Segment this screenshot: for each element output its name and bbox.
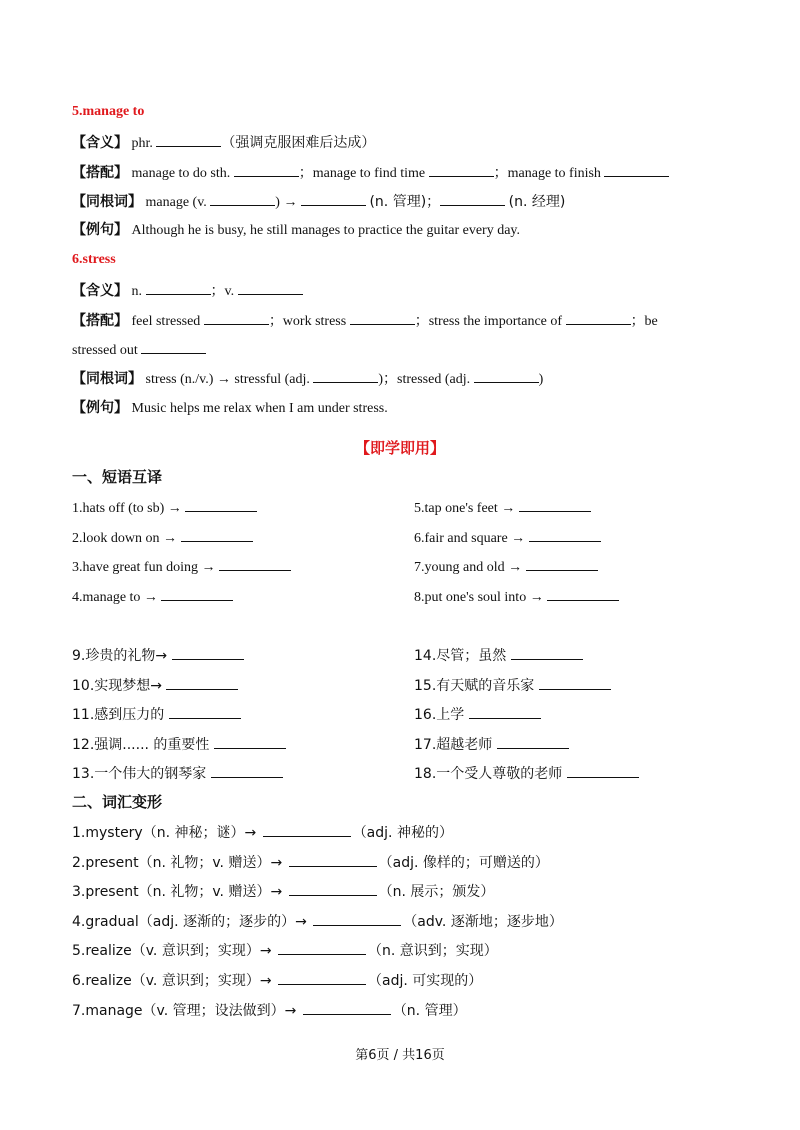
exercise-prompt: 18.一个受人尊敬的老师 xyxy=(414,766,563,782)
collocation-text: ；be xyxy=(630,314,658,329)
page-number: 第6页 / 共16页 xyxy=(355,1048,445,1063)
meaning-pos: ；v. xyxy=(210,284,235,299)
s5-meaning-line xyxy=(72,132,375,154)
exercise-prompt: 6.fair and square → xyxy=(414,531,526,546)
s6-example-line xyxy=(72,398,388,419)
word-form-hint: （n. 管理） xyxy=(392,1002,467,1019)
s6-collocation-line-2 xyxy=(72,339,206,361)
root-text: stress (n./v.) → stressful (adj. xyxy=(145,372,310,387)
exercise-item xyxy=(414,556,598,578)
answer-blank[interactable] xyxy=(210,191,275,206)
word-form-prompt: 7.manage（v. 管理；设法做到）→ xyxy=(72,1002,297,1019)
exercise-item xyxy=(414,704,541,725)
collocation-label: 【搭配】 xyxy=(72,313,128,329)
collocation-text: feel stressed xyxy=(131,314,201,329)
answer-blank[interactable] xyxy=(278,940,366,955)
word-form-hint: （adv. 逐渐地；逐步地） xyxy=(403,913,563,930)
meaning-pos: phr. xyxy=(131,136,153,151)
exercise-prompt: 12.强调...... 的重要性 xyxy=(72,737,210,753)
word-form-item xyxy=(72,911,563,932)
exercise-prompt: 1.hats off (to sb) → xyxy=(72,501,182,516)
answer-blank[interactable] xyxy=(566,310,631,325)
root-text: ) xyxy=(538,372,544,387)
word-form-prompt: 2.present（n. 礼物；v. 赠送）→ xyxy=(72,854,283,871)
answer-blank[interactable] xyxy=(278,970,366,985)
answer-blank[interactable] xyxy=(289,852,377,867)
answer-blank[interactable] xyxy=(141,339,206,354)
exercise-item xyxy=(72,704,241,725)
answer-blank[interactable] xyxy=(185,497,257,512)
example-sentence: Although he is busy, he still manages to practice the guitar every day. xyxy=(131,223,521,238)
word-form-item xyxy=(72,940,498,961)
word-form-hint: （n. 意识到；实现） xyxy=(368,943,498,960)
answer-blank[interactable] xyxy=(429,162,494,177)
s5-collocation-line xyxy=(72,162,669,184)
s5-example-line xyxy=(72,220,520,241)
root-label: 【同根词】 xyxy=(72,194,142,210)
s6-meaning-line xyxy=(72,280,303,302)
answer-blank[interactable] xyxy=(567,763,639,778)
root-text: manage (v. xyxy=(145,195,207,210)
answer-blank[interactable] xyxy=(474,368,539,383)
answer-blank[interactable] xyxy=(172,645,244,660)
exercise-prompt: 3.have great fun doing → xyxy=(72,560,216,575)
practice-title: 【即学即用】 xyxy=(354,439,445,457)
part2-heading: 二、词汇变形 xyxy=(72,793,163,811)
collocation-text: ；work stress xyxy=(268,314,347,329)
word-form-prompt: 3.present（n. 礼物；v. 赠送）→ xyxy=(72,884,283,901)
answer-blank[interactable] xyxy=(234,162,299,177)
s6-collocation-line xyxy=(72,310,658,332)
exercise-prompt: 11.感到压力的 xyxy=(72,707,165,723)
answer-blank[interactable] xyxy=(350,310,415,325)
exercise-prompt: 9.珍贵的礼物→ xyxy=(72,648,168,664)
exercise-item xyxy=(72,556,291,578)
word-form-prompt: 1.mystery（n. 神秘；谜）→ xyxy=(72,825,257,841)
part1-heading: 一、短语互译 xyxy=(72,468,163,486)
word-form-item xyxy=(72,822,453,843)
collocation-text: stressed out xyxy=(72,343,138,358)
exercise-item xyxy=(72,734,286,755)
exercise-prompt: 8.put one's soul into → xyxy=(414,590,544,605)
exercise-item xyxy=(72,527,253,549)
exercise-prompt: 15.有天赋的音乐家 xyxy=(414,678,535,694)
answer-blank[interactable] xyxy=(303,1000,391,1015)
answer-blank[interactable] xyxy=(469,704,541,719)
answer-blank[interactable] xyxy=(156,132,221,147)
word-form-item xyxy=(72,852,549,873)
answer-blank[interactable] xyxy=(161,586,233,601)
word-form-hint: （n. 展示；颁发） xyxy=(378,884,495,901)
exercise-prompt: 16.上学 xyxy=(414,707,465,723)
root-text: (n. 经理) xyxy=(508,194,566,210)
root-label: 【同根词】 xyxy=(72,371,142,387)
meaning-label: 【含义】 xyxy=(72,135,128,151)
exercise-prompt: 5.tap one's feet → xyxy=(414,501,516,516)
answer-blank[interactable] xyxy=(547,586,619,601)
word-form-item xyxy=(72,1000,467,1021)
exercise-item xyxy=(72,645,244,666)
section-5-title: 5.manage to xyxy=(72,104,145,119)
word-form-hint: （adj. 神秘的） xyxy=(352,825,453,841)
exercise-prompt: 4.manage to → xyxy=(72,590,158,605)
answer-blank[interactable] xyxy=(519,497,591,512)
answer-blank[interactable] xyxy=(238,280,303,295)
exercise-item xyxy=(414,645,583,666)
answer-blank[interactable] xyxy=(211,763,283,778)
answer-blank[interactable] xyxy=(289,881,377,896)
answer-blank[interactable] xyxy=(440,191,505,206)
answer-blank[interactable] xyxy=(539,675,611,690)
answer-blank[interactable] xyxy=(497,734,569,749)
exercise-item xyxy=(72,675,238,696)
exercise-prompt: 10.实现梦想→ xyxy=(72,678,162,694)
example-sentence: Music helps me relax when I am under stress. xyxy=(131,401,388,416)
word-form-prompt: 4.gradual（adj. 逐渐的；逐步的）→ xyxy=(72,913,307,930)
word-form-item xyxy=(72,881,494,902)
word-form-prompt: 6.realize（v. 意识到；实现）→ xyxy=(72,973,272,989)
s6-root-line xyxy=(72,368,543,390)
exercise-item xyxy=(414,527,601,549)
collocation-text: ；stress the importance of xyxy=(414,314,563,329)
example-label: 【例句】 xyxy=(72,400,128,416)
answer-blank[interactable] xyxy=(301,191,366,206)
example-label: 【例句】 xyxy=(72,222,128,238)
exercise-item xyxy=(72,763,283,784)
root-text: ) → xyxy=(275,195,298,210)
answer-blank[interactable] xyxy=(604,162,669,177)
meaning-pos: n. xyxy=(131,284,142,299)
answer-blank[interactable] xyxy=(204,310,269,325)
meaning-note: （强调克服困难后达成） xyxy=(221,135,376,151)
exercise-item xyxy=(414,763,639,784)
root-text: )；stressed (adj. xyxy=(378,372,471,387)
exercise-prompt: 17.超越老师 xyxy=(414,737,493,753)
exercise-item xyxy=(72,586,233,608)
collocation-label: 【搭配】 xyxy=(72,165,128,181)
exercise-item xyxy=(72,497,257,519)
answer-blank[interactable] xyxy=(214,734,286,749)
exercise-item xyxy=(414,586,619,608)
root-text: (n. 管理)； xyxy=(369,194,441,210)
answer-blank[interactable] xyxy=(526,556,598,571)
s5-root-line xyxy=(72,191,565,213)
exercise-prompt: 7.young and old → xyxy=(414,560,523,575)
meaning-label: 【含义】 xyxy=(72,283,128,299)
word-form-item xyxy=(72,970,482,991)
answer-blank[interactable] xyxy=(511,645,583,660)
answer-blank[interactable] xyxy=(169,704,241,719)
answer-blank[interactable] xyxy=(313,911,401,926)
answer-blank[interactable] xyxy=(529,527,601,542)
collocation-text: manage to do sth. xyxy=(131,166,231,181)
exercise-item xyxy=(414,734,569,755)
answer-blank[interactable] xyxy=(219,556,291,571)
answer-blank[interactable] xyxy=(146,280,211,295)
word-form-prompt: 5.realize（v. 意识到；实现）→ xyxy=(72,943,272,960)
exercise-item xyxy=(414,675,611,696)
answer-blank[interactable] xyxy=(181,527,253,542)
answer-blank[interactable] xyxy=(313,368,378,383)
section-6-title: 6.stress xyxy=(72,252,116,267)
exercise-item xyxy=(414,497,591,519)
answer-blank[interactable] xyxy=(263,822,351,837)
answer-blank[interactable] xyxy=(166,675,238,690)
collocation-text: ；manage to find time xyxy=(298,166,426,181)
word-form-hint: （adj. 像样的；可赠送的） xyxy=(378,854,549,871)
exercise-prompt: 13.一个伟大的钢琴家 xyxy=(72,766,207,782)
exercise-prompt: 14.尽管；虽然 xyxy=(414,648,507,664)
exercise-prompt: 2.look down on → xyxy=(72,531,177,546)
word-form-hint: （adj. 可实现的） xyxy=(368,973,483,989)
collocation-text: ；manage to finish xyxy=(493,166,601,181)
